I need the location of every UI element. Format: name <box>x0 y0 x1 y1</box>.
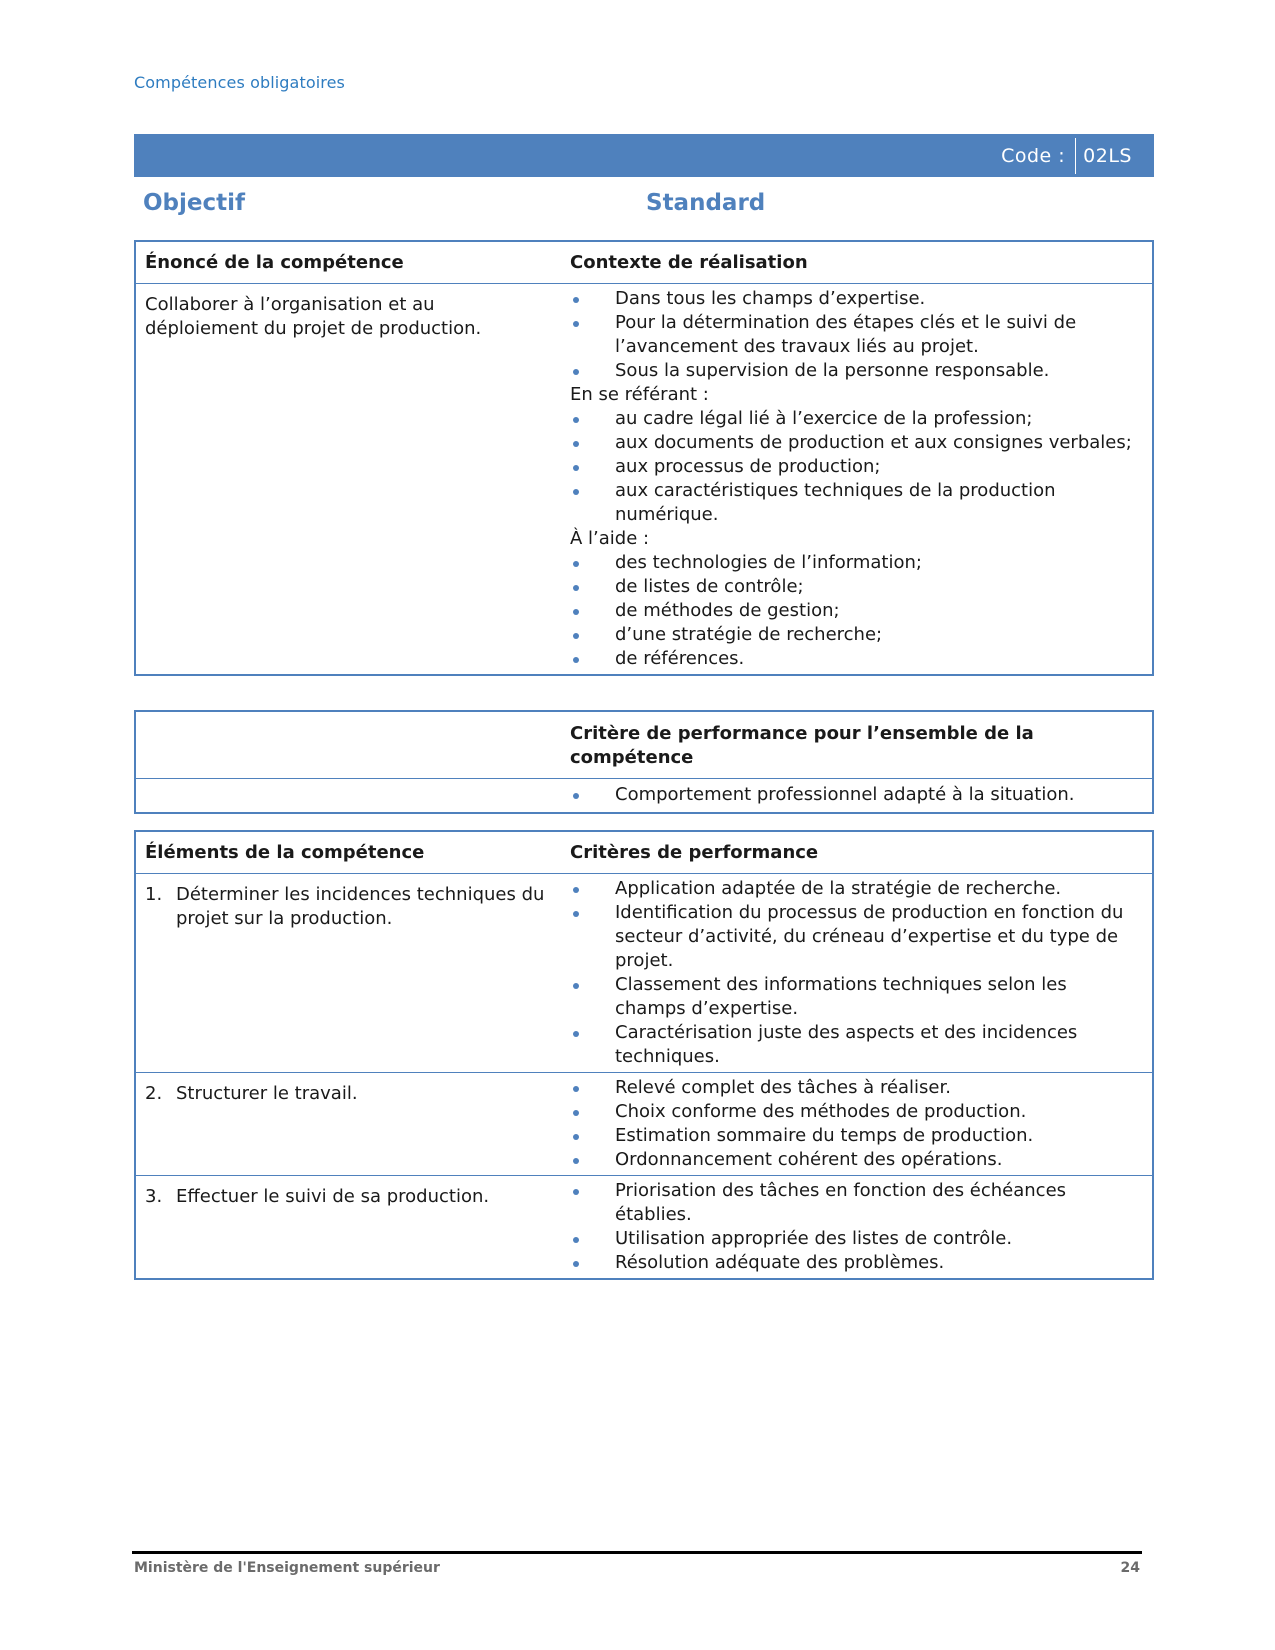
criteres-list <box>570 1179 1143 1275</box>
criteres-header: Critères de performance <box>570 842 819 863</box>
list-item: aux caractéristiques techniques de la production numérique. <box>570 479 1143 527</box>
list-item: Résolution adéquate des problèmes. <box>570 1251 1143 1275</box>
list-item: au cadre légal lié à l’exercice de la profession; <box>570 407 1143 431</box>
element-text: Déterminer les incidences techniques du projet sur la production. <box>176 884 545 929</box>
competence-code <box>1001 143 1132 169</box>
list-item: Identification du processus de production en fonction du secteur d’activité, du créneau d’expertise et du type de projet. <box>570 901 1143 973</box>
criteres-cell <box>561 1073 1152 1175</box>
table-row <box>136 1072 1152 1175</box>
list-item: Estimation sommaire du temps de production. <box>570 1124 1143 1148</box>
global-criteria-header: Critère de performance pour l’ensemble de la compétence <box>570 723 1034 768</box>
element-list <box>145 1082 552 1106</box>
footer-ministry: Ministère de l'Enseignement supérieur <box>134 1560 440 1576</box>
list-item: Dans tous les champs d’expertise. <box>570 287 1143 311</box>
list-item: Priorisation des tâches en fonction des échéances établies. <box>570 1179 1143 1227</box>
element-number: 1. <box>145 884 163 905</box>
code-value: 02LS <box>1083 145 1132 167</box>
element-list <box>145 1185 552 1209</box>
criteres-cell <box>561 1176 1152 1278</box>
code-separator <box>1075 138 1076 174</box>
element-item <box>145 883 552 931</box>
list-item: aux documents de production et aux consignes verbales; <box>570 431 1143 455</box>
element-text: Effectuer le suivi de sa production. <box>176 1186 490 1207</box>
table-row <box>136 1175 1152 1278</box>
list-item: Application adaptée de la stratégie de recherche. <box>570 877 1143 901</box>
criteres-list <box>570 1076 1143 1172</box>
element-number: 3. <box>145 1186 163 1207</box>
contexte-intro-referant: En se référant : <box>570 384 709 405</box>
contexte-list-a <box>570 287 1143 383</box>
objectif-heading: Objectif <box>143 190 246 216</box>
global-criteria-table <box>134 710 1154 814</box>
list-item: Sous la supervision de la personne responsable. <box>570 359 1143 383</box>
empty-cell <box>136 779 561 812</box>
contexte-cell <box>561 284 1152 674</box>
contexte-header: Contexte de réalisation <box>570 252 808 273</box>
contexte-list-c <box>570 551 1143 671</box>
list-item: de méthodes de gestion; <box>570 599 1143 623</box>
enonce-contexte-table <box>134 240 1154 676</box>
list-item: de références. <box>570 647 1143 671</box>
list-item: Comportement professionnel adapté à la situation. <box>570 783 1143 807</box>
list-item: Classement des informations techniques selon les champs d’expertise. <box>570 973 1143 1021</box>
element-text: Structurer le travail. <box>176 1083 358 1104</box>
table-row <box>136 873 1152 1072</box>
list-item: aux processus de production; <box>570 455 1143 479</box>
element-cell <box>136 1073 561 1175</box>
criteres-list <box>570 877 1143 1069</box>
running-head: Compétences obligatoires <box>134 73 345 92</box>
list-item: Pour la détermination des étapes clés et le suivi de l’avancement des travaux liés au projet. <box>570 311 1143 359</box>
list-item: de listes de contrôle; <box>570 575 1143 599</box>
footer-rule <box>132 1551 1142 1554</box>
element-number: 2. <box>145 1083 163 1104</box>
table-row <box>136 283 1152 674</box>
element-item <box>145 1185 552 1209</box>
section-titles <box>143 190 1143 224</box>
element-list <box>145 883 552 931</box>
list-item: d’une stratégie de recherche; <box>570 623 1143 647</box>
list-item: Caractérisation juste des aspects et des incidences techniques. <box>570 1021 1143 1069</box>
list-item: Utilisation appropriée des listes de contrôle. <box>570 1227 1143 1251</box>
table-row <box>136 778 1152 812</box>
element-cell <box>136 1176 561 1278</box>
standard-heading: Standard <box>646 190 766 216</box>
enonce-text: Collaborer à l’organisation et au déploiement du projet de production. <box>145 294 482 339</box>
table-header-row <box>136 832 1152 873</box>
table-header-row <box>136 242 1152 283</box>
list-item: des technologies de l’information; <box>570 551 1143 575</box>
list-item: Choix conforme des méthodes de production. <box>570 1100 1143 1124</box>
list-item: Relevé complet des tâches à réaliser. <box>570 1076 1143 1100</box>
element-item <box>145 1082 552 1106</box>
global-criteria-cell <box>561 779 1152 812</box>
element-cell <box>136 874 561 1072</box>
page-number: 24 <box>1120 1560 1140 1576</box>
criteres-cell <box>561 874 1152 1072</box>
global-criteria-list <box>570 783 1143 807</box>
contexte-intro-aide: À l’aide : <box>570 528 650 549</box>
table-header-row <box>136 712 1152 778</box>
enonce-header: Énoncé de la compétence <box>145 252 404 273</box>
elements-criteres-table <box>134 830 1154 1280</box>
code-label: Code : <box>1001 145 1066 167</box>
code-banner <box>134 134 1154 177</box>
elements-header: Éléments de la compétence <box>145 842 425 863</box>
list-item: Ordonnancement cohérent des opérations. <box>570 1148 1143 1172</box>
contexte-list-b <box>570 407 1143 527</box>
empty-header-cell <box>136 712 561 778</box>
